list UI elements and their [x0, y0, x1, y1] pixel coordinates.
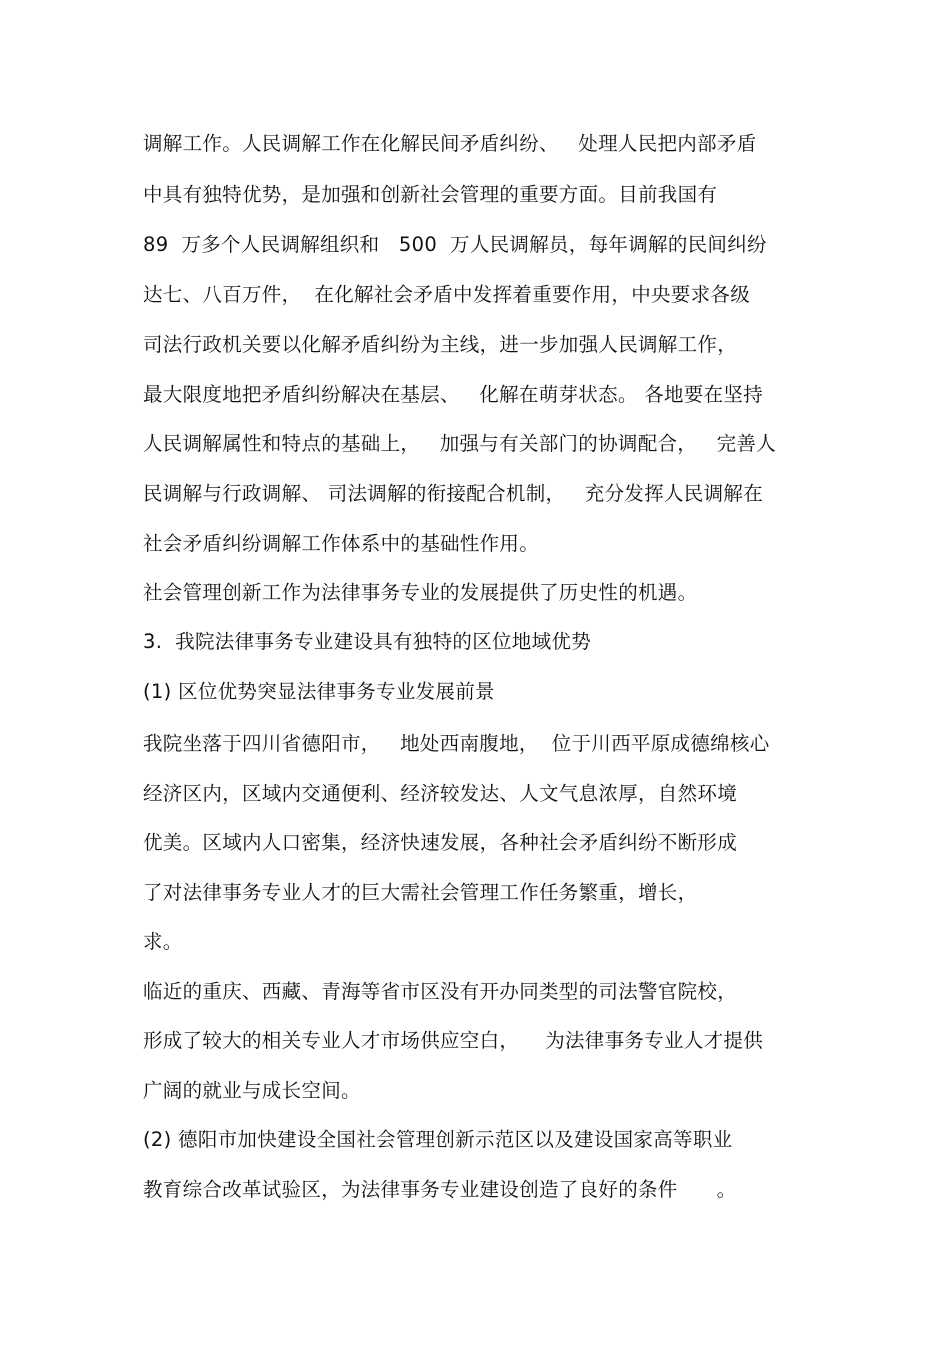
text-line: 人民调解属性和特点的基础上， 加强与有关部门的协调配合， 完善人	[143, 432, 776, 455]
text-line: 司法行政机关要以化解矛盾纠纷为主线，进一步加强人民调解工作，	[143, 333, 738, 356]
text-line: 广阔的就业与成长空间。	[143, 1079, 361, 1102]
text-line: 达七、八百万件， 在化解社会矛盾中发挥着重要作用，中央要求各级	[143, 283, 750, 306]
text-line: 调解工作。人民调解工作在化解民间矛盾纠纷、 处理人民把内部矛盾	[143, 132, 757, 155]
subsection-heading: (2) 德阳市加快建设全国社会管理创新示范区以及建设国家高等职业	[143, 1128, 733, 1151]
text-line: 经济区内，区域内交通便利、经济较发达、人文气息浓厚，自然环境	[143, 782, 738, 805]
subsection-heading: (1) 区位优势突显法律事务专业发展前景	[143, 680, 495, 703]
text-line: 求。	[143, 930, 183, 953]
text-line: 社会矛盾纠纷调解工作体系中的基础性作用。	[143, 532, 540, 555]
text-line: 了对法律事务专业人才的巨大需社会管理工作任务繁重，增长，	[143, 881, 698, 904]
text-line: 优美。区域内人口密集，经济快速发展，各种社会矛盾纠纷不断形成	[143, 831, 738, 854]
section-heading: 3. 我院法律事务专业建设具有独特的区位地域优势	[143, 630, 592, 653]
text-line: 我院坐落于四川省德阳市， 地处西南腹地， 位于川西平原成德绵核心	[143, 732, 770, 755]
text-line: 民调解与行政调解、 司法调解的衔接配合机制， 充分发挥人民调解在	[143, 482, 763, 505]
text-line: 89 万多个人民调解组织和 500 万人民调解员，每年调解的民间纠纷	[143, 233, 767, 256]
text-line: 临近的重庆、西藏、青海等省市区没有开办同类型的司法警官院校，	[143, 980, 738, 1003]
text-line: 最大限度地把矛盾纠纷解决在基层、 化解在萌芽状态。 各地要在坚持	[143, 383, 763, 406]
text-line: 形成了较大的相关专业人才市场供应空白， 为法律事务专业人才提供	[143, 1029, 763, 1052]
text-line: 社会管理创新工作为法律事务专业的发展提供了历史性的机遇。	[143, 581, 698, 604]
text-line: 中具有独特优势，是加强和创新社会管理的重要方面。目前我国有	[143, 183, 718, 206]
text-line: 教育综合改革试验区，为法律事务专业建设创造了良好的条件 。	[143, 1178, 737, 1201]
